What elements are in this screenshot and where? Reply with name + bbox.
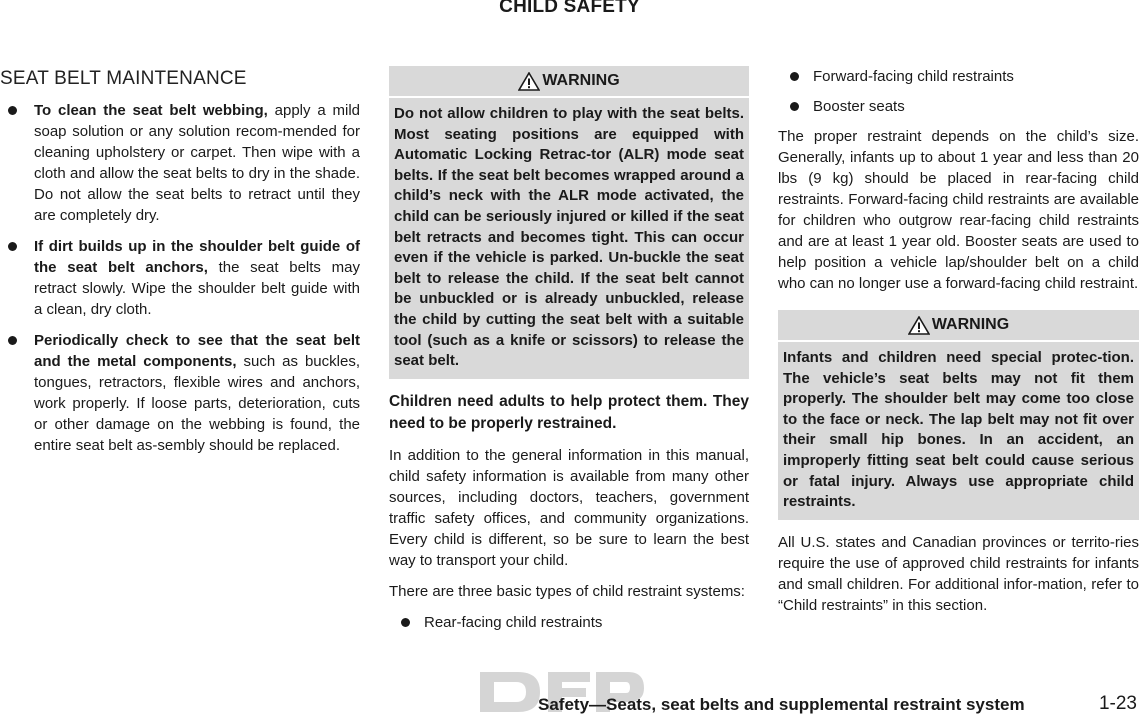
bullet-icon xyxy=(8,106,17,115)
bold-paragraph: Children need adults to help protect them. They need to be properly restrained. xyxy=(389,392,749,432)
bullet-icon xyxy=(401,618,410,627)
column-right xyxy=(778,66,1139,626)
list-item: If dirt builds up in the shoulder belt guide of the seat belt anchors, the seat belts may retract slowly. Wipe the shoulder belt guide with a clean, dry cloth. xyxy=(0,236,360,320)
section-title: SEAT BELT MAINTENANCE xyxy=(0,68,247,89)
bullet-icon xyxy=(790,102,799,111)
warning-header xyxy=(778,310,1139,342)
paragraph: The proper restraint depends on the child’s size. Generally, infants up to about 1 year and less than 20 lbs (9 kg) should be placed in rear-facing child restraints. Forward-facing child restraints are available for children who outgrow rear-facing child restraints and are at least 1 year old. Booster seats are used to help position a vehicle lap/shoulder belt on a child who can no longer use a forward-facing child restraint. xyxy=(778,128,1139,292)
paragraph: In addition to the general information in this manual, child safety information is available from many other sources, including doctors, teachers, government traffic safety offices, and community organizations. Every child is different, so be sure to learn the best way to transport your child. xyxy=(389,446,749,569)
bullet-icon xyxy=(790,72,799,81)
paragraph: All U.S. states and Canadian provinces or territo-ries require the use of approved child restraints for infants and small children. For additional infor-mation, refer to “Child restraints” in this section. xyxy=(778,533,1139,614)
footer-section-title: Safety—Seats, seat belts and supplemental restraint system xyxy=(538,695,1025,714)
column-middle xyxy=(389,66,749,642)
warning-header xyxy=(389,66,749,98)
warning-box xyxy=(778,310,1139,520)
warning-text: Do not allow children to play with the seat belts. Most seating positions are equipped with Automatic Locking Retrac-tor (ALR) mode seat belts. If the seat belt becomes wrapped around a child’s neck with the ALR mode activated, the child can be seriously injured or killed if the seat belt retracts and becomes tight. This can occur even if the vehicle is parked. Un-buckle the seat belt to release the child. If the seat belt cannot be unbuckled or is already unbuckled, release the child by cutting the seat belt with a suitable tool (such as a knife or scissors) to release the seat belt. xyxy=(394,105,744,370)
warning-title: WARNING xyxy=(931,316,1010,333)
warning-triangle-icon xyxy=(908,316,930,335)
column-left xyxy=(0,66,360,466)
restraint-types-list-continued xyxy=(778,66,1139,117)
page-header-title: CHILD SAFETY xyxy=(499,0,640,17)
paragraph: There are three basic types of child restraint systems: xyxy=(389,582,745,600)
maintenance-list xyxy=(0,100,360,456)
list-item: To clean the seat belt webbing, apply a mild soap solution or any solution recom-mended for cleaning upholstery or carpet. Then wipe with a cloth and allow the seat belts to dry in the shade. Do not allow the seat belts to retract until they are completely dry. xyxy=(0,100,360,226)
warning-text: Infants and children need special protec-tion. The vehicle’s seat belts may not fit them properly. The shoulder belt may come too close to the face or neck. The lap belt may not fit over their small hip bones. In an accident, an improperly fitting seat belt could cause serious or fatal injury. Always use appropriate child restraints. xyxy=(783,349,1134,511)
list-item: Periodically check to see that the seat belt and the metal components, such as buckles, tongues, retractors, flexible wires and anchors, work properly. If loose parts, deterioration, cuts or other damage on the webbing is found, the entire seat belt as-sembly should be replaced. xyxy=(0,330,360,456)
bullet-icon xyxy=(8,242,17,251)
list-item: Forward-facing child restraints xyxy=(778,66,1139,87)
list-item: Booster seats xyxy=(778,96,1139,117)
restraint-types-list xyxy=(389,612,749,633)
bullet-icon xyxy=(8,336,17,345)
warning-title: WARNING xyxy=(542,72,620,89)
page-number: 1-23 xyxy=(1098,693,1137,714)
list-item: Rear-facing child restraints xyxy=(389,612,749,633)
warning-triangle-icon xyxy=(518,72,540,91)
warning-box xyxy=(389,66,749,379)
